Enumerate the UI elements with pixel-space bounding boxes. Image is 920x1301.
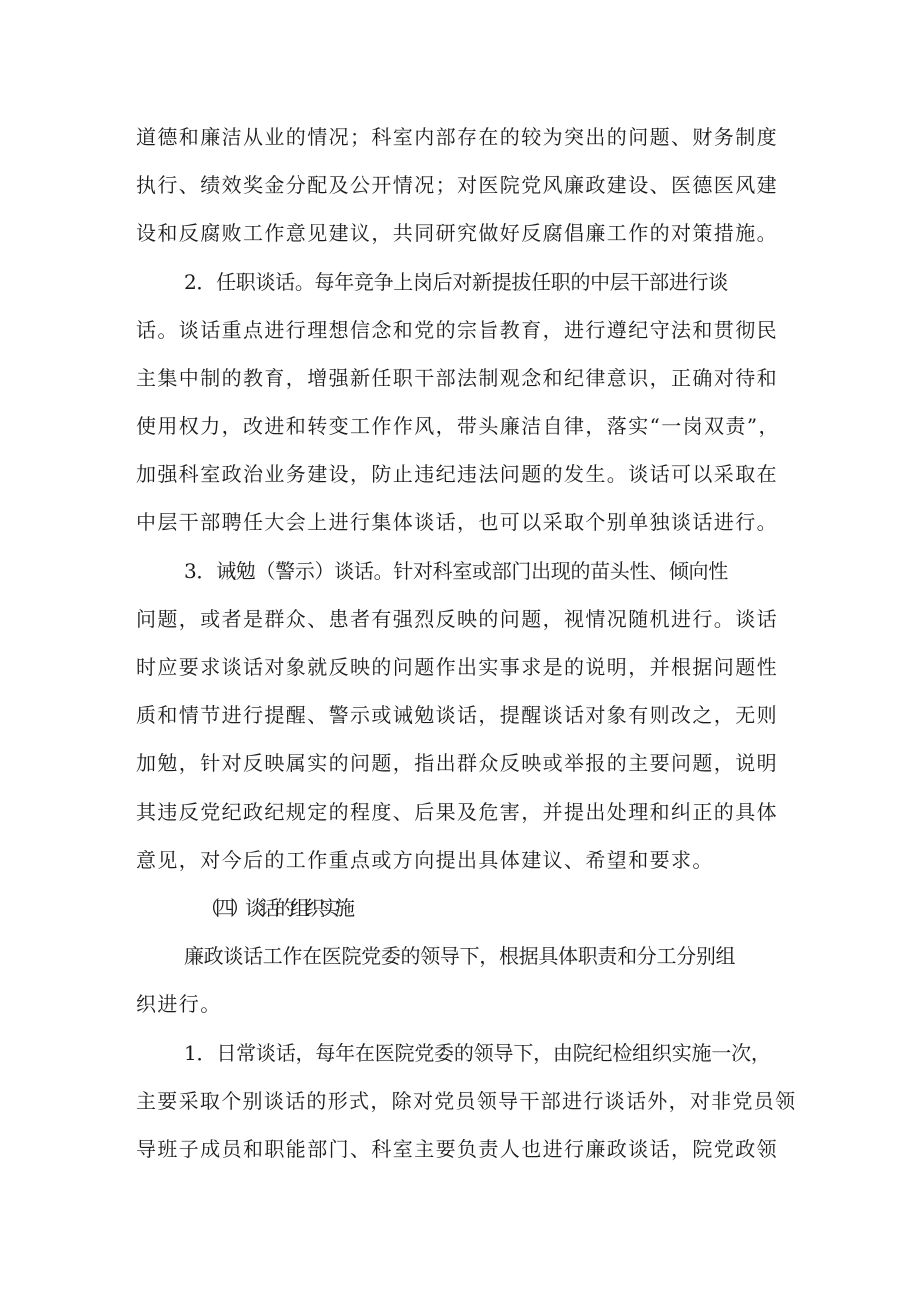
body-text-line: 话。谈话重点进行理想信念和党的宗旨教育，进行遵纪守法和贯彻民 xyxy=(136,318,778,342)
body-text-line: 道德和廉洁从业的情况；科室内部存在的较为突出的问题、财务制度 xyxy=(136,125,778,149)
body-text-line: 使用权力，改进和转变工作作风，带头廉洁自律，落实“一岗双责”， xyxy=(136,414,780,438)
body-text-line: 廉政谈话工作在医院党委的领导下，根据具体职责和分工分别组 xyxy=(184,944,736,968)
body-text-line: 问题，或者是群众、患者有强烈反映的问题，视情况随机进行。谈话 xyxy=(136,607,778,631)
body-text-line: 设和反腐败工作意见建议，共同研究做好反腐倡廉工作的对策措施。 xyxy=(136,221,778,245)
body-text-line: 质和情节进行提醒、警示或诫勉谈话，提醒谈话对象有则改之，无则 xyxy=(136,703,778,727)
body-text-line: 主要采取个别谈话的形式，除对党员领导干部进行谈话外，对非党员领 xyxy=(136,1089,797,1113)
body-text-line: 导班子成员和职能部门、科室主要负责人也进行廉政谈话，院党政领 xyxy=(136,1137,778,1161)
body-text-line: 加勉，针对反映属实的问题，指出群众反映或举报的主要问题，说明 xyxy=(136,751,778,775)
body-text-line: 时应要求谈话对象就反映的问题作出实事求是的说明，并根据问题性 xyxy=(136,655,778,679)
body-text-line: 中层干部聘任大会上进行集体谈话，也可以采取个别单独谈话进行。 xyxy=(136,510,778,534)
paragraph-heading-line: 1．日常谈话，每年在医院党委的领导下，由院纪检组织实施一次， xyxy=(184,1041,771,1065)
body-text-line: 织进行。 xyxy=(136,992,222,1016)
body-text-line: 其违反党纪政纪规定的程度、后果及危害，并提出处理和纠正的具体 xyxy=(136,800,778,824)
body-text-line: 主集中制的教育，增强新任职干部法制观念和纪律意识，正确对待和 xyxy=(136,366,778,390)
body-text-line: 意见，对今后的工作重点或方向提出具体建议、希望和要求。 xyxy=(136,848,714,872)
body-text-line: 执行、绩效奖金分配及公开情况；对医院党风廉政建设、医德医风建 xyxy=(136,173,778,197)
body-text-line: 加强科室政治业务建设，防止违纪违法问题的发生。谈话可以采取在 xyxy=(136,462,778,486)
paragraph-heading-line: 2．任职谈话。每年竞争上岗后对新提拔任职的中层干部进行谈 xyxy=(184,270,728,294)
section-heading: （四）谈话的组织实施 xyxy=(200,896,350,920)
paragraph-heading-line: 3．诫勉（警示）谈话。针对科室或部门出现的苗头性、倾向性 xyxy=(184,559,728,583)
